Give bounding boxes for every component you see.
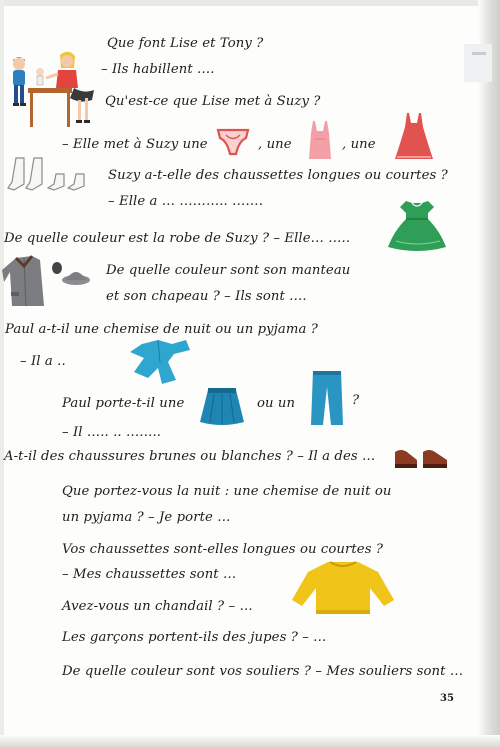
page-number: 35 bbox=[440, 693, 454, 704]
brown-shoes-illustration bbox=[391, 444, 451, 476]
page-edge-top bbox=[0, 0, 500, 6]
answer-line-4a: – Elle met à Suzy une bbox=[62, 137, 208, 152]
answer-line-18: – Mes chaussettes sont … bbox=[62, 567, 237, 582]
question-line-17: Vos chaussettes sont-elles longues ou courtes ? bbox=[62, 542, 384, 557]
slip-illustration bbox=[393, 111, 435, 167]
question-line-15: Que portez-vous la nuit : une chemise de nuit ou bbox=[62, 484, 392, 499]
answer-line-2: – Ils habillent …. bbox=[101, 62, 215, 77]
answer-line-6: – Elle a … ……….. ……. bbox=[108, 194, 263, 209]
coat-and-hat-illustration bbox=[2, 252, 98, 314]
question-line-14: A-t-il des chaussures brunes ou blanches ? – Il a des … bbox=[4, 449, 376, 464]
children-dressing-doll-illustration bbox=[8, 48, 100, 134]
question-line-19: Avez-vous un chandail ? – … bbox=[62, 599, 253, 614]
question-line-21: De quelle couleur sont vos souliers ? – Mes souliers sont … bbox=[62, 664, 464, 679]
green-dress-illustration bbox=[384, 197, 450, 259]
pyjama-illustration bbox=[128, 338, 192, 392]
question-line-10: Paul a-t-il une chemise de nuit ou un pyjama ? bbox=[5, 322, 318, 337]
yellow-sweater-illustration bbox=[290, 558, 396, 622]
answer-line-13: – Il ….. .. …….. bbox=[62, 425, 162, 440]
skirt-illustration bbox=[196, 386, 248, 432]
page-edge-bottom bbox=[0, 735, 500, 747]
page-edge-right bbox=[478, 0, 500, 747]
question-line-8: De quelle couleur sont son manteau bbox=[106, 263, 351, 278]
question-line-16: un pyjama ? – Je porte … bbox=[62, 510, 231, 525]
question-line-3: Qu'est-ce que Lise met à Suzy ? bbox=[105, 94, 321, 109]
answer-line-11: – Il a .. bbox=[20, 354, 66, 369]
question-line-5: Suzy a-t-elle des chaussettes longues ou courtes ? bbox=[108, 168, 448, 183]
trousers-illustration bbox=[307, 369, 347, 433]
socks-illustration bbox=[6, 156, 102, 200]
question-line-20: Les garçons portent-ils des jupes ? – … bbox=[62, 630, 327, 645]
answer-line-4b: , une bbox=[258, 137, 292, 152]
question-line-12b: ou un bbox=[257, 396, 296, 411]
page-edge-left bbox=[0, 0, 4, 747]
underpants-illustration bbox=[215, 124, 251, 162]
question-line-12a: Paul porte-t-il une bbox=[62, 396, 185, 411]
answer-line-4c: , une bbox=[342, 137, 376, 152]
question-line-1: Que font Lise et Tony ? bbox=[107, 36, 264, 51]
question-line-12c: ? bbox=[352, 393, 360, 408]
question-line-9: et son chapeau ? – Ils sont …. bbox=[106, 289, 307, 304]
question-line-7: De quelle couleur est la robe de Suzy ? – Elle… ….. bbox=[4, 231, 351, 246]
bleed-through-mark bbox=[460, 42, 496, 86]
undershirt-illustration bbox=[305, 119, 335, 165]
